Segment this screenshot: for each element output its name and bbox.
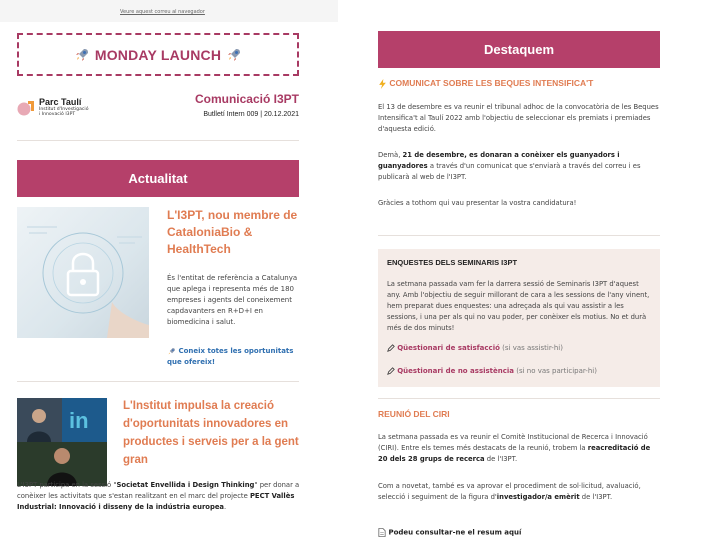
pencil-icon [387, 344, 395, 352]
divider [378, 398, 660, 399]
svg-text:in: in [69, 408, 89, 433]
text-bold: 21 de desembre, es donaran a conèixer els guanyadors i guanyadores [378, 151, 620, 170]
item-paragraph [378, 481, 660, 503]
text-run: La setmana passada es va reunir el Comitè Institucional de Recerca i Innovació (CIRI). Entre els temes més destacats de la reunió, trobem la [378, 433, 648, 452]
parc-tauli-logo [17, 96, 107, 120]
text-run: de l'I3PT. [579, 493, 613, 501]
video-call-thumbnail [17, 398, 107, 486]
monday-launch-banner[interactable] [17, 33, 299, 76]
launch-label: MONDAY LAUNCH [94, 46, 222, 63]
article-title[interactable]: L'I3PT, nou membre de CataloniaBio & HealthTech [167, 208, 298, 256]
item-heading: REUNIÓ DEL CIRI [378, 409, 450, 419]
item-paragraph [378, 150, 660, 183]
survey-link-text[interactable]: Qüestionari de no assistència [397, 367, 515, 375]
document-icon [378, 528, 386, 537]
padlock-icon [17, 207, 149, 338]
article-image-videocall[interactable] [17, 398, 107, 486]
text-bold: reacreditació de 20 dels 28 grups de recerca [378, 444, 651, 463]
section-title: Actualitat [128, 171, 188, 186]
survey-link-note: (si no vas participar-hi) [514, 367, 597, 375]
divider [17, 140, 299, 141]
article-link[interactable] [167, 346, 302, 368]
item-paragraph [378, 432, 660, 465]
text-run: a través d'un comunicat que s'enviarà a través del correu i es publicarà al web de l'I3PT. [378, 162, 641, 181]
text-run: " per donar a conèixer les activitats que s'estan realitzant en el marc del projecte [17, 481, 300, 500]
browser-view-link[interactable]: Veure aquest correu al navegador [120, 9, 205, 15]
text-run: Com a novetat, també es va aprovar el procediment de sol·licitud, avaluació, selecció i seguiment de la figura d' [378, 482, 641, 501]
text-bold: Societat Envellida i Design Thinking [116, 481, 255, 489]
rocket-icon [74, 47, 90, 63]
logo-mark [17, 98, 35, 116]
seminar-survey-box [378, 249, 660, 387]
section-header-destaquem [378, 31, 660, 68]
newsletter-title: Comunicació I3PT [194, 92, 299, 106]
lightning-icon [378, 79, 387, 89]
summary-link-text[interactable]: Podeu consultar-ne el resum aquí [388, 528, 522, 537]
survey-link-note: (si vas assistir-hi) [499, 344, 563, 352]
pencil-icon [387, 367, 395, 375]
article-link-text[interactable]: Coneix totes les oportunitats que ofereix! [167, 347, 294, 366]
newsletter-issue: Butlletí Intern 009 | 20.12.2021 [203, 111, 299, 118]
survey-link-text[interactable]: Qüestionari de satisfacció [397, 344, 500, 352]
article-body: És l'entitat de referència a Catalunya que aplega i representa més de 180 empreses i agents del coneixement capdavanters en R+D+I en biomedicina i salut. [167, 274, 298, 326]
survey-link-satisfaction[interactable] [387, 344, 563, 352]
text-run: . [224, 503, 227, 511]
item-title: COMUNICAT SOBRE LES BEQUES INTENSIFICA'T [389, 78, 594, 88]
ciri-summary-link[interactable] [378, 528, 521, 537]
article-image-security[interactable] [17, 207, 149, 338]
article-title[interactable]: L'Institut impulsa la creació d'oportunitats innovadores en productes i serveis per a la gent gran [123, 400, 299, 466]
logo-sub-line: Institut d'Investigació [39, 107, 89, 112]
text-run: de l'I3PT. [484, 455, 518, 463]
logo-sub-line: i Innovació I3PT [39, 112, 76, 117]
divider [378, 235, 660, 236]
item-heading [378, 78, 593, 89]
logo-subtitle [39, 107, 99, 117]
box-title: ENQUESTES DELS SEMINARIS I3PT [387, 258, 518, 267]
text-bold: PECT Vallès Industrial: Innovació i disseny de la indústria europea [17, 492, 295, 511]
rocket-icon [226, 47, 242, 63]
section-header-actualitat [17, 160, 299, 197]
survey-link-no-attendance[interactable] [387, 367, 597, 375]
section-title: Destaquem [483, 42, 555, 57]
top-bar [0, 0, 338, 22]
divider [17, 381, 299, 382]
item-paragraph: Gràcies a tothom qui vau presentar la vostra candidatura! [378, 199, 577, 207]
logo-name: Parc Taulí [39, 97, 82, 107]
text-run: Demà, [378, 151, 403, 159]
text-run: L'I3PT participa en la sessió " [17, 481, 117, 489]
text-bold: investigador/a emèrit [496, 493, 580, 501]
rocket-icon [167, 347, 176, 356]
article-body [17, 480, 301, 513]
item-paragraph: El 13 de desembre es va reunir el tribunal adhoc de la convocatòria de les Beques Intensifica't al Taulí 2022 amb l'objectiu de seleccionar els premiats i premiades d'aquesta edició. [378, 103, 659, 133]
box-text: La setmana passada vam fer la darrera sessió de Seminaris I3PT d'aquest any. Amb l'objectiu de seguir millorant de cara a les sessions de l'any vinent, hem preparat dues enquestes: una adreçada als qui vau assistir a les sessions, i una per als qui no vau poder, per conèixer els motius. No et durà més de dos minuts! [387, 280, 650, 332]
